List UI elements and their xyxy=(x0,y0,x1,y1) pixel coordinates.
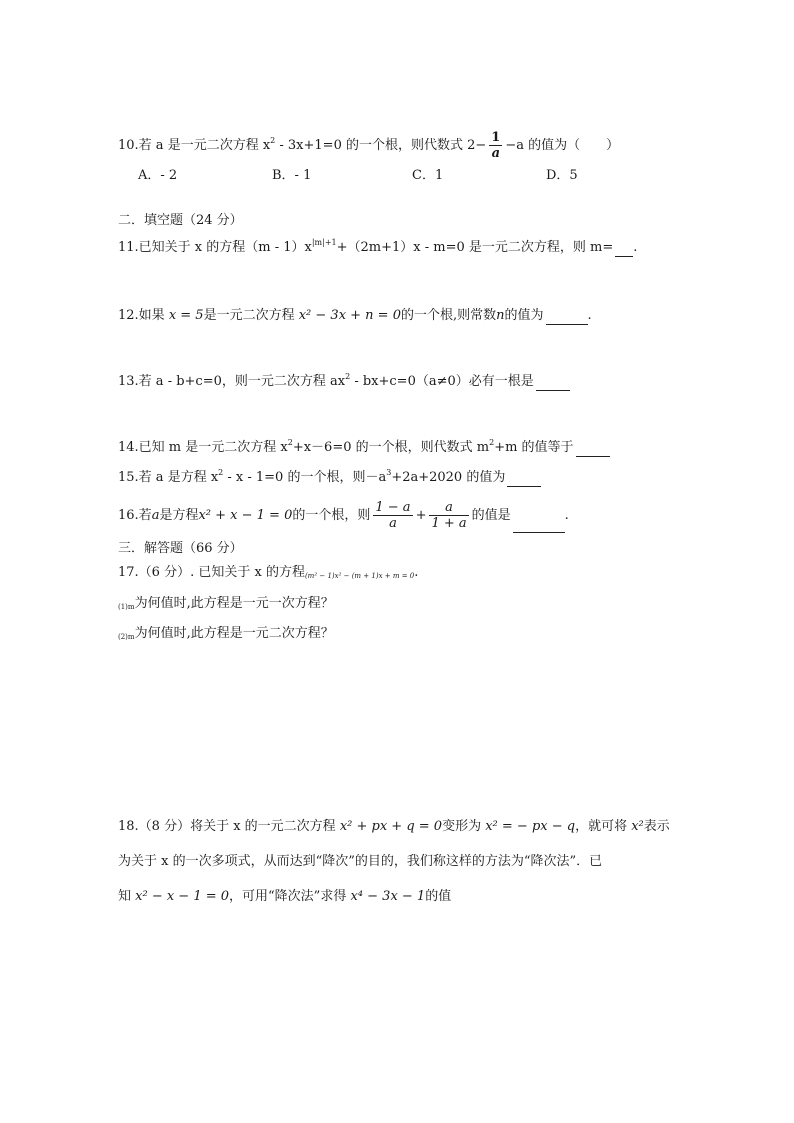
q18-line-3: 知 x² − x − 1 = 0，可用“降次法”求得 x⁴ − 3x − 1的值 xyxy=(118,889,452,904)
question-14: 14.已知 m 是一元二次方程 $x^2+x-6=0$ 的一个根，则代数式 $m^2+m$ 的值等于 xyxy=(118,438,610,457)
question-12: 12.如果 x = 5是一元二次方程 x² − 3x + n = 0的一个根,则常数n的值为 . xyxy=(118,308,592,323)
question-10 xyxy=(118,130,619,161)
q18-line-2: 为关于 x 的一次多项式，从而达到“降次”的目的，我们称这样的方法为“降次法”．已 xyxy=(118,854,603,869)
q10-text-2: - 3x+1=0 的一个根，则代数式 2− xyxy=(275,138,487,153)
question-11: 11.已知关于 x 的方程$(m - 1)x^{|m|+1}+(2m+1)x - m=0$ 是一元二次方程，则 m= . xyxy=(118,238,638,255)
q10-options xyxy=(138,167,598,185)
option-d[interactable]: D．5 xyxy=(546,168,578,183)
q10-text: 10.若 a 是一元二次方程 x xyxy=(118,138,271,153)
q16-fraction-1: $\frac{1 - a}{a}$ xyxy=(375,500,411,531)
q17-equation: (m² − 1)x² − (m + 1)x + m = 0 xyxy=(304,572,415,580)
q11-answer-blank[interactable] xyxy=(615,238,633,257)
q17-part-1: (1)m为何值时,此方程是一元一次方程？ xyxy=(118,596,334,611)
q12-answer-blank[interactable] xyxy=(546,306,588,325)
q11-exponent: |m|+1 xyxy=(311,238,337,247)
question-15: 15.若 a 是方程 $x^2 - x - 1=0$ 的一个根，则$-a^3+2a+2020$ 的值为 xyxy=(118,468,541,487)
q10-exponent: 2 xyxy=(270,136,276,145)
q10-text-3: −a 的值为（ ） xyxy=(505,138,620,153)
q16-answer-blank[interactable] xyxy=(513,498,565,533)
question-17: 17.（6 分）. 已知关于 x 的方程(m² − 1)x² − (m + 1)x + m = 0. xyxy=(118,565,419,580)
q15-answer-blank[interactable] xyxy=(507,468,541,487)
q17-part-2: (2)m为何值时,此方程是一元二次方程？ xyxy=(118,626,334,641)
q18-line-1: 18.（8 分）将关于 x 的一元二次方程 x² + px + q = 0变形为 x² = − px − q，就可将 x²表示 xyxy=(118,819,670,834)
section-title-solutions: 三．解答题（66 分） xyxy=(118,541,243,556)
q13-answer-blank[interactable] xyxy=(536,372,570,391)
section-title-fill-blank: 二．填空题（24 分） xyxy=(118,213,243,228)
question-13: 13.若 a - b+c=0，则一元二次方程 $ax^2 - bx+c=0(a\ne 0)$必有一根是 xyxy=(118,372,570,391)
q16-fraction-2: $\frac{a}{1 + a}$ xyxy=(431,500,467,531)
q14-answer-blank[interactable] xyxy=(576,438,610,457)
option-b[interactable]: B．- 1 xyxy=(272,168,312,183)
question-16: 16.若a是方程x² + x − 1 = 0的一个根，则 $\frac{1 - a}{a}$ + $\frac{a}{1 + a}$ 的值是 . xyxy=(118,500,569,531)
q10-fraction: $\frac{1}{a}$ xyxy=(491,130,501,161)
option-c[interactable]: C．1 xyxy=(412,168,444,183)
option-a[interactable]: A．- 2 xyxy=(138,168,178,183)
